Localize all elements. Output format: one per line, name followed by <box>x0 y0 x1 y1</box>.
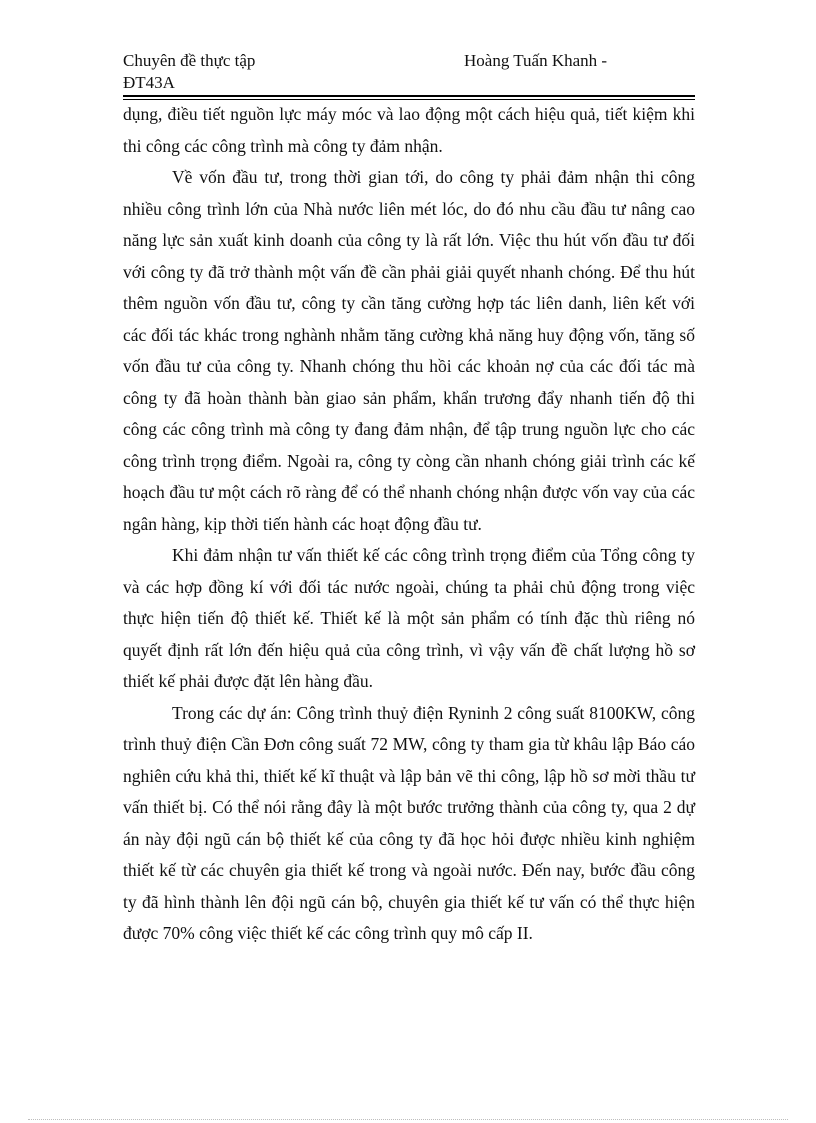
page-bottom-border <box>28 1119 788 1120</box>
header-title: Chuyên đề thực tập <box>123 51 256 70</box>
paragraph: dụng, điều tiết nguồn lực máy móc và lao động một cách hiệu quả, tiết kiệm khi thi công các công trình mà công ty đảm nhận. <box>123 104 695 156</box>
header-rule-thick <box>123 95 695 97</box>
paragraph: Khi đảm nhận tư vấn thiết kế các công trình trọng điểm của Tổng công ty và các hợp đồng kí với đối tác nước ngoài, chúng ta phải chủ động trong việc thực hiện tiến độ thiết kế. Thiết kế là một sản phẩm có tính đặc thù riêng nó quyết định rất lớn đến hiệu quả của công trình, vì vậy vấn đề chất lượng hồ sơ thiết kế phải được đặt lên hàng đầu. <box>123 545 695 691</box>
header-author: Hoàng Tuấn Khanh - <box>464 51 608 70</box>
paragraph: Về vốn đầu tư, trong thời gian tới, do công ty phải đảm nhận thi công nhiều công trình lớn của Nhà nước liên mét lóc, do đó nhu cầu đầu tư nâng cao năng lực sản xuất kinh doanh của công ty là rất lớn. Việc thu hút vốn đầu tư đối với công ty đã trở thành một vấn đề cần phải giải quyết nhanh chóng. Để thu hút thêm nguồn vốn đầu tư, công ty cần tăng cường hợp tác liên danh, liên kết với các đối tác khác trong nghành nhằm tăng cường khả năng huy động vốn, tăng số vốn đầu tư của công ty. Nhanh chóng thu hồi các khoản nợ của các đối tác mà công ty đã hoàn thành bàn giao sản phẩm, khẩn trương đẩy nhanh tiến độ thi công các công trình mà công ty đang đảm nhận, để tập trung nguồn lực cho các công trình trọng điểm. Ngoài ra, công ty còng cần nhanh chóng giải trình các kế hoạch đầu tư một cách rõ ràng để có thể nhanh chóng nhận được vốn vay của các ngân hàng, kịp thời tiến hành các hoạt động đầu tư. <box>123 167 695 534</box>
header-class: ĐT43A <box>123 73 175 92</box>
paragraph: Trong các dự án: Công trình thuỷ điện Ryninh 2 công suất 8100KW, công trình thuỷ điện Cần Đơn công suất 72 MW, công ty tham gia từ khâu lập Báo cáo nghiên cứu khả thi, thiết kế kĩ thuật và lập bản vẽ thi công, lập hồ sơ mời thầu tư vấn thiết bị. Có thể nói rằng đây là một bước trưởng thành của công ty, qua 2 dự án này đội ngũ cán bộ thiết kế của công ty đã học hỏi được nhiều kinh nghiệm thiết kế từ các chuyên gia thiết kế trong và ngoài nước. Đến nay, bước đầu công ty đã hình thành lên đội ngũ cán bộ, chuyên gia thiết kế tư vấn có thể thực hiện được 70% công việc thiết kế các công trình quy mô cấp II. <box>123 702 695 943</box>
body-text <box>123 99 695 950</box>
